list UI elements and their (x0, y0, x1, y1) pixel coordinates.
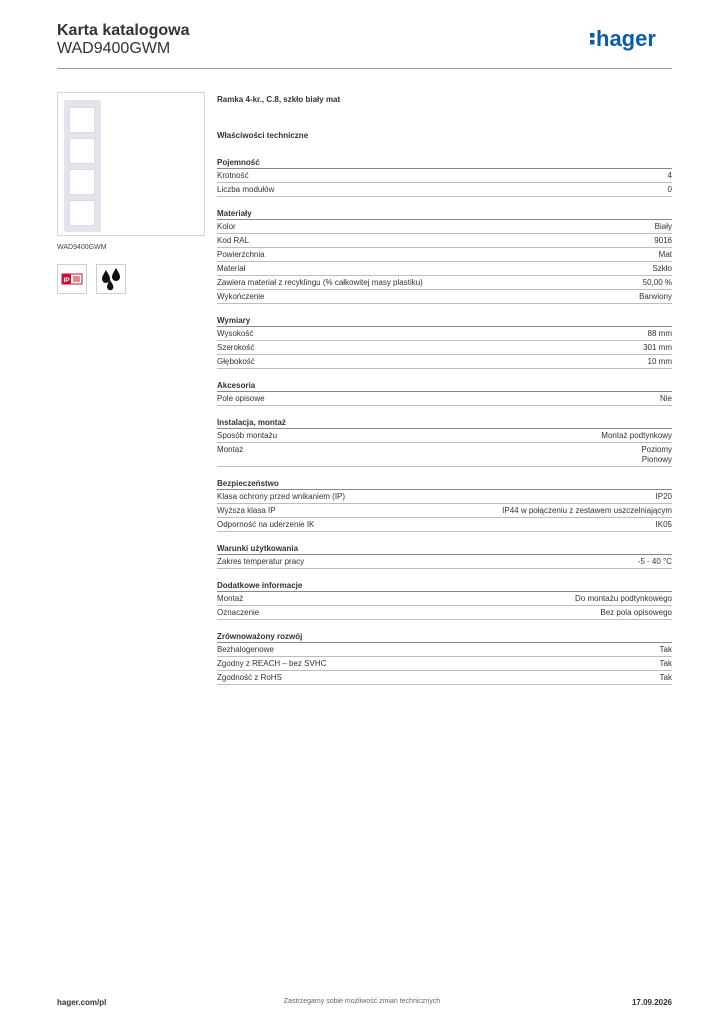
footer-note: Zastrzegamy sobie możliwość zmian technicznych (283, 998, 441, 1005)
product-frame-image (64, 100, 101, 232)
image-caption: WAD9400GWM (57, 244, 107, 251)
hager-logo (590, 26, 676, 56)
page-title: Karta katalogowa (57, 22, 190, 39)
spec-label: Głębokość (217, 357, 255, 366)
spec-value: Biały (654, 222, 672, 231)
spec-row (217, 262, 672, 276)
spec-row (217, 220, 672, 234)
spec-value: 50,00 % (642, 278, 672, 287)
spec-label: Wysokość (217, 329, 254, 338)
spec-section (217, 543, 672, 569)
spec-value: Mat (658, 250, 672, 259)
spec-label: Zakres temperatur pracy (217, 557, 305, 566)
spec-row (217, 518, 672, 532)
section-title: Dodatkowe informacje (217, 580, 672, 592)
spec-row (217, 443, 672, 467)
spec-label: Wyższa klasa IP (217, 506, 276, 515)
spec-value: -5 - 40 °C (637, 557, 672, 566)
product-description: Ramka 4-kr., C.8, szkło biały mat (217, 95, 341, 104)
spec-section (217, 478, 672, 532)
spec-row (217, 643, 672, 657)
spec-label: Montaż (217, 594, 244, 603)
spec-value: 9016 (654, 236, 672, 245)
spec-row (217, 276, 672, 290)
spec-row (217, 169, 672, 183)
section-title: Warunki użytkowania (217, 543, 672, 555)
frame-slot (69, 200, 95, 226)
spec-label: Wykończenie (217, 292, 265, 301)
spec-section (217, 157, 672, 197)
ip-rating-icon (57, 264, 87, 294)
section-title: Bezpieczeństwo (217, 478, 672, 490)
frame-slot (69, 169, 95, 195)
spec-value: IP44 w połączeniu z zestawem uszczelniającym (502, 506, 672, 515)
section-title: Pojemność (217, 157, 672, 169)
footer-date: 17.09.2026 (631, 998, 672, 1007)
spec-label: Kod RAL (217, 236, 250, 245)
spec-label: Powierzchnia (217, 250, 265, 259)
properties-heading: Właściwości techniczne (217, 131, 309, 140)
frame-slot (69, 138, 95, 164)
spec-value: Barwiony (639, 292, 672, 301)
section-title: Wymiary (217, 315, 672, 327)
footer-website: hager.com/pl (57, 998, 107, 1007)
spec-value: Tak (659, 659, 672, 668)
spec-value: Szkło (652, 264, 672, 273)
spec-section (217, 315, 672, 369)
frame-slot (69, 107, 95, 133)
section-title: Akcesoria (217, 380, 672, 392)
spec-row (217, 555, 672, 569)
spec-label: Montaż (217, 445, 244, 454)
spec-label: Zgodność z RoHS (217, 673, 282, 682)
product-code: WAD9400GWM (57, 40, 171, 57)
spec-row (217, 290, 672, 304)
spec-section (217, 580, 672, 620)
spec-label: Kolor (217, 222, 236, 231)
spec-label: Krotność (217, 171, 249, 180)
spec-section (217, 631, 672, 685)
svg-text:IP: IP (63, 277, 70, 284)
spec-value: Poziomy Pionowy (641, 445, 672, 464)
spec-label: Bezhalogenowe (217, 645, 274, 654)
spec-label: Oznaczenie (217, 608, 260, 617)
header-divider (57, 68, 672, 69)
section-title: Materiały (217, 208, 672, 220)
spec-value: Montaż podtynkowy (601, 431, 672, 440)
spec-row (217, 504, 672, 518)
spec-row (217, 429, 672, 443)
spec-label: Zawiera materiał z recyklingu (% całkowitej masy plastiku) (217, 278, 423, 287)
spec-value: Do montażu podtynkowego (575, 594, 672, 603)
spec-row (217, 327, 672, 341)
spec-section (217, 208, 672, 304)
spec-value: 301 mm (643, 343, 672, 352)
water-drops-icon (96, 264, 126, 294)
spec-value: Tak (659, 645, 672, 654)
spec-value: Bez pola opisowego (600, 608, 672, 617)
spec-label: Szerokość (217, 343, 255, 352)
spec-label: Klasa ochrony przed wnikaniem (IP) (217, 492, 346, 501)
spec-label: Zgodny z REACH – bez SVHC (217, 659, 327, 668)
section-title: Instalacja, montaż (217, 417, 672, 429)
spec-value: Nie (659, 394, 672, 403)
spec-label: Pole opisowe (217, 394, 265, 403)
svg-text:hager: hager (596, 26, 656, 51)
specification (217, 95, 672, 696)
spec-value: IP20 (655, 492, 672, 501)
spec-row (217, 355, 672, 369)
spec-label: Odporność na uderzenie IK (217, 520, 315, 529)
section-title: Zrównoważony rozwój (217, 631, 672, 643)
spec-row (217, 183, 672, 197)
spec-row (217, 392, 672, 406)
spec-row (217, 248, 672, 262)
spec-row (217, 234, 672, 248)
spec-row (217, 657, 672, 671)
spec-value: 0 (667, 185, 672, 194)
spec-section (217, 417, 672, 467)
spec-label: Materiał (217, 264, 246, 273)
spec-row (217, 490, 672, 504)
spec-row (217, 606, 672, 620)
spec-row (217, 592, 672, 606)
spec-value: Tak (659, 673, 672, 682)
spec-value: 4 (667, 171, 672, 180)
spec-sections (217, 157, 672, 685)
spec-value: IK05 (655, 520, 672, 529)
spec-label: Liczba modułów (217, 185, 275, 194)
spec-value: 10 mm (647, 357, 672, 366)
spec-label: Sposób montażu (217, 431, 278, 440)
spec-row (217, 341, 672, 355)
spec-value: 88 mm (647, 329, 672, 338)
spec-row (217, 671, 672, 685)
spec-section (217, 380, 672, 406)
